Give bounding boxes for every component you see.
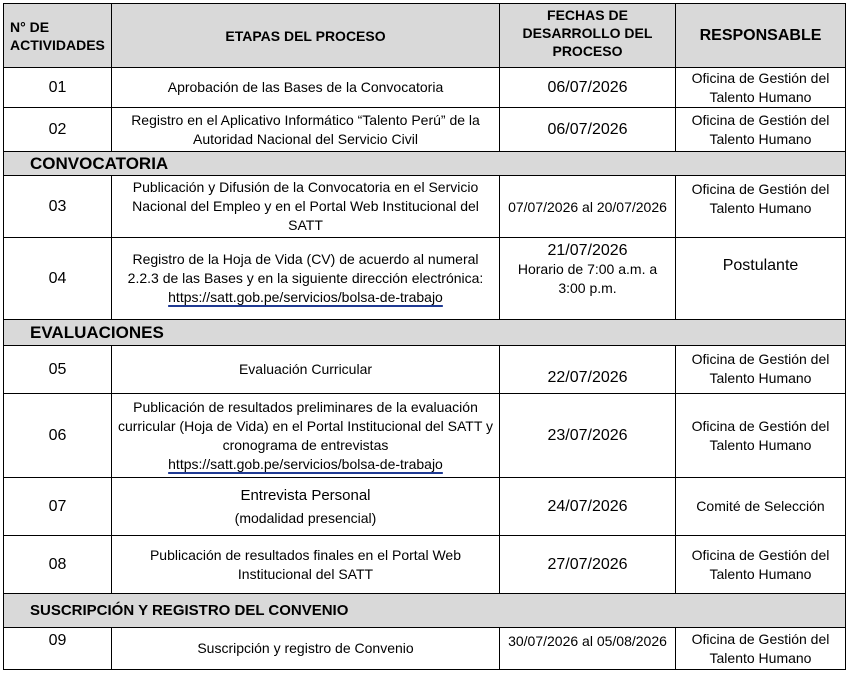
- activity-date: 06/07/2026: [500, 108, 676, 152]
- activity-date: 22/07/2026: [500, 346, 676, 394]
- activity-number: 02: [4, 108, 112, 152]
- table-row: [4, 108, 846, 152]
- table-row: [4, 628, 846, 670]
- activity-number: 04: [4, 238, 112, 320]
- table-row: [4, 478, 846, 536]
- header-responsable: RESPONSABLE: [676, 4, 846, 68]
- activity-stage: Aprobación de las Bases de la Convocatoria: [112, 68, 500, 108]
- activity-responsible: Oficina de Gestión del Talento Humano: [676, 176, 846, 238]
- table-row: [4, 68, 846, 108]
- activity-number: 09: [4, 628, 112, 670]
- section-row: [4, 594, 846, 628]
- header-etapa: ETAPAS DEL PROCESO: [112, 4, 500, 68]
- header-fecha: FECHAS DE DESARROLLO DEL PROCESO: [500, 4, 676, 68]
- activity-stage: [112, 238, 500, 320]
- time-text: Horario de 7:00 a.m. a 3:00 p.m.: [517, 261, 658, 296]
- activity-date: 06/07/2026: [500, 68, 676, 108]
- activity-number: 03: [4, 176, 112, 238]
- table-row: [4, 536, 846, 594]
- activity-date: 27/07/2026: [500, 536, 676, 594]
- schedule-table: [3, 3, 846, 670]
- table-row: [4, 176, 846, 238]
- stage-text: Publicación de resultados preliminares de la evaluación curricular (Hoja de Vida) en el Portal Institucional del SATT y cronograma de entrevistas: [117, 398, 494, 453]
- header-num: N° DE ACTIVIDADES: [4, 4, 112, 68]
- activity-stage: Publicación y Difusión de la Convocatoria en el Servicio Nacional del Empleo y en el Portal Web Institucional del SATT: [112, 176, 500, 238]
- activity-stage: Publicación de resultados finales en el Portal Web Institucional del SATT: [112, 536, 500, 594]
- section-suscripcion: SUSCRIPCIÓN Y REGISTRO DEL CONVENIO: [4, 594, 846, 628]
- activity-stage: Evaluación Curricular: [112, 346, 500, 394]
- activity-stage: [112, 394, 500, 478]
- activity-date: 30/07/2026 al 05/08/2026: [500, 628, 676, 670]
- stage-text: Registro de la Hoja de Vida (CV) de acuerdo al numeral 2.2.3 de las Bases y en la siguiente dirección electrónica:: [127, 251, 484, 286]
- activity-number: 01: [4, 68, 112, 108]
- section-convocatoria: CONVOCATORIA: [4, 152, 846, 176]
- table-row: [4, 238, 846, 320]
- date-text: 21/07/2026: [547, 242, 628, 259]
- activity-responsible: Oficina de Gestión del Talento Humano: [676, 68, 846, 108]
- section-row: [4, 320, 846, 346]
- activity-number: 08: [4, 536, 112, 594]
- activity-responsible: Oficina de Gestión del Talento Humano: [676, 108, 846, 152]
- activity-number: 06: [4, 394, 112, 478]
- stage-subtext: (modalidad presencial): [234, 509, 377, 526]
- activity-date: 23/07/2026: [500, 394, 676, 478]
- table-row: [4, 394, 846, 478]
- activity-date: 24/07/2026: [500, 478, 676, 536]
- activity-date: 07/07/2026 al 20/07/2026: [500, 176, 676, 238]
- section-row: [4, 152, 846, 176]
- activity-responsible: Oficina de Gestión del Talento Humano: [676, 346, 846, 394]
- bolsa-de-trabajo-link[interactable]: https://satt.gob.pe/servicios/bolsa-de-trabajo: [168, 455, 443, 472]
- stage-text: Entrevista Personal: [240, 486, 371, 504]
- activity-stage: Registro en el Aplicativo Informático “Talento Perú” de la Autoridad Nacional del Servicio Civil: [112, 108, 500, 152]
- activity-responsible: Postulante: [676, 238, 846, 320]
- activity-number: 07: [4, 478, 112, 536]
- bolsa-de-trabajo-link[interactable]: https://satt.gob.pe/servicios/bolsa-de-trabajo: [168, 289, 443, 305]
- activity-responsible: Oficina de Gestión del Talento Humano: [676, 536, 846, 594]
- activity-date: [500, 238, 676, 320]
- section-evaluaciones: EVALUACIONES: [4, 320, 846, 346]
- activity-responsible: Oficina de Gestión del Talento Humano: [676, 394, 846, 478]
- activity-stage: Suscripción y registro de Convenio: [112, 628, 500, 670]
- activity-responsible: Oficina de Gestión del Talento Humano: [676, 628, 846, 670]
- activity-number: 05: [4, 346, 112, 394]
- activity-stage: [112, 478, 500, 536]
- table-row: [4, 346, 846, 394]
- activity-responsible: Comité de Selección: [676, 478, 846, 536]
- header-row: [4, 4, 846, 68]
